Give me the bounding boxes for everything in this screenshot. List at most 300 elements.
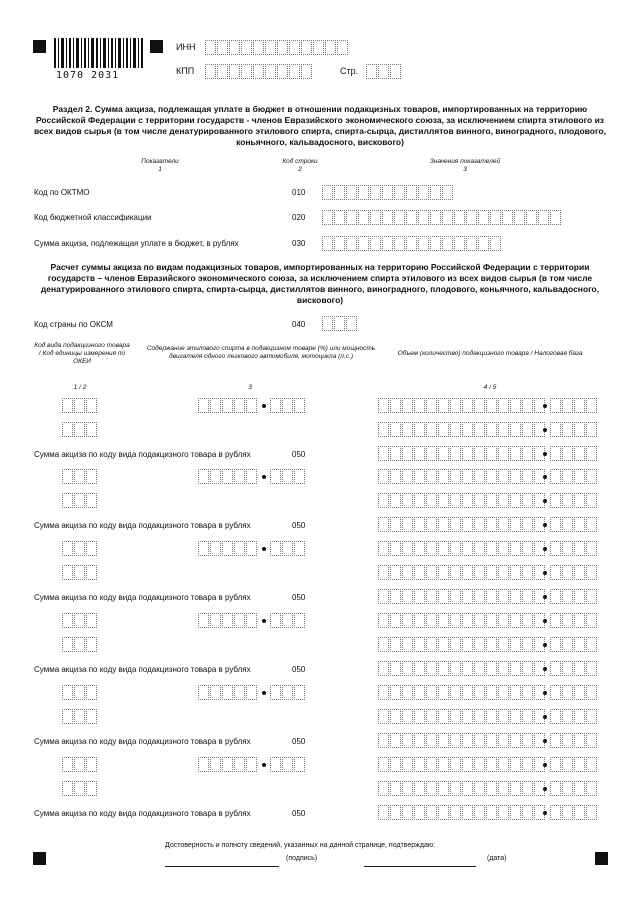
volume-integer-field[interactable] xyxy=(378,733,546,748)
entry-cell[interactable] xyxy=(378,733,389,748)
entry-cell[interactable] xyxy=(490,236,501,251)
entry-cell[interactable] xyxy=(62,613,73,628)
entry-cell[interactable] xyxy=(522,733,533,748)
entry-cell[interactable] xyxy=(366,64,377,79)
entry-cell[interactable] xyxy=(390,709,401,724)
product-code-field[interactable] xyxy=(62,757,98,772)
entry-cell[interactable] xyxy=(522,661,533,676)
entry-cell[interactable] xyxy=(586,446,597,461)
entry-cell[interactable] xyxy=(450,469,461,484)
volume-integer-field[interactable] xyxy=(378,589,546,604)
entry-cell[interactable] xyxy=(550,613,561,628)
entry-cell[interactable] xyxy=(462,493,473,508)
entry-cell[interactable] xyxy=(426,493,437,508)
signature-line[interactable] xyxy=(165,866,279,867)
entry-cell[interactable] xyxy=(462,469,473,484)
entry-cell[interactable] xyxy=(478,236,489,251)
volume-integer-field[interactable] xyxy=(378,685,546,700)
entry-cell[interactable] xyxy=(402,446,413,461)
entry-cell[interactable] xyxy=(510,422,521,437)
entry-cell[interactable] xyxy=(438,469,449,484)
entry-cell[interactable] xyxy=(265,64,276,79)
volume-fraction-field[interactable] xyxy=(550,422,598,437)
entry-cell[interactable] xyxy=(498,685,509,700)
entry-cell[interactable] xyxy=(510,613,521,628)
entry-cell[interactable] xyxy=(486,733,497,748)
entry-cell[interactable] xyxy=(526,210,537,225)
entry-cell[interactable] xyxy=(74,637,85,652)
entry-cell[interactable] xyxy=(370,210,381,225)
entry-cell[interactable] xyxy=(450,541,461,556)
entry-cell[interactable] xyxy=(378,517,389,532)
entry-cell[interactable] xyxy=(486,613,497,628)
volume-integer-field[interactable] xyxy=(378,517,546,532)
entry-cell[interactable] xyxy=(390,805,401,820)
product-code-field[interactable] xyxy=(62,469,98,484)
entry-cell[interactable] xyxy=(522,589,533,604)
entry-cell[interactable] xyxy=(438,398,449,413)
entry-cell[interactable] xyxy=(346,185,357,200)
entry-cell[interactable] xyxy=(289,40,300,55)
entry-cell[interactable] xyxy=(462,781,473,796)
entry-cell[interactable] xyxy=(466,210,477,225)
entry-cell[interactable] xyxy=(414,422,425,437)
entry-cell[interactable] xyxy=(426,589,437,604)
entry-cell[interactable] xyxy=(450,565,461,580)
entry-cell[interactable] xyxy=(390,469,401,484)
entry-cell[interactable] xyxy=(378,422,389,437)
product-code-field[interactable] xyxy=(62,685,98,700)
entry-cell[interactable] xyxy=(522,493,533,508)
entry-cell[interactable] xyxy=(522,541,533,556)
entry-cell[interactable] xyxy=(334,185,345,200)
entry-cell[interactable] xyxy=(62,685,73,700)
entry-cell[interactable] xyxy=(586,733,597,748)
entry-cell[interactable] xyxy=(282,613,293,628)
entry-cell[interactable] xyxy=(486,589,497,604)
entry-cell[interactable] xyxy=(486,661,497,676)
entry-cell[interactable] xyxy=(378,613,389,628)
volume-fraction-field[interactable] xyxy=(550,469,598,484)
entry-cell[interactable] xyxy=(522,805,533,820)
entry-cell[interactable] xyxy=(486,805,497,820)
entry-cell[interactable] xyxy=(402,422,413,437)
entry-cell[interactable] xyxy=(502,210,513,225)
entry-cell[interactable] xyxy=(462,757,473,772)
unit-code-field[interactable] xyxy=(62,493,98,508)
entry-cell[interactable] xyxy=(510,517,521,532)
entry-cell[interactable] xyxy=(562,422,573,437)
entry-cell[interactable] xyxy=(210,613,221,628)
entry-cell[interactable] xyxy=(402,661,413,676)
entry-cell[interactable] xyxy=(402,565,413,580)
unit-code-field[interactable] xyxy=(62,637,98,652)
entry-cell[interactable] xyxy=(378,805,389,820)
entry-cell[interactable] xyxy=(426,733,437,748)
entry-cell[interactable] xyxy=(486,565,497,580)
entry-cell[interactable] xyxy=(294,398,305,413)
entry-cell[interactable] xyxy=(62,493,73,508)
entry-cell[interactable] xyxy=(205,40,216,55)
entry-cell[interactable] xyxy=(550,446,561,461)
entry-cell[interactable] xyxy=(246,469,257,484)
entry-cell[interactable] xyxy=(510,685,521,700)
entry-cell[interactable] xyxy=(86,541,97,556)
entry-cell[interactable] xyxy=(241,64,252,79)
entry-cell[interactable] xyxy=(474,757,485,772)
entry-cell[interactable] xyxy=(74,493,85,508)
entry-cell[interactable] xyxy=(498,565,509,580)
entry-cell[interactable] xyxy=(562,589,573,604)
entry-cell[interactable] xyxy=(574,613,585,628)
entry-cell[interactable] xyxy=(550,781,561,796)
entry-cell[interactable] xyxy=(402,613,413,628)
entry-cell[interactable] xyxy=(450,398,461,413)
entry-cell[interactable] xyxy=(462,446,473,461)
entry-cell[interactable] xyxy=(450,661,461,676)
volume-fraction-field[interactable] xyxy=(550,637,598,652)
entry-cell[interactable] xyxy=(510,661,521,676)
entry-cell[interactable] xyxy=(390,422,401,437)
entry-cell[interactable] xyxy=(402,757,413,772)
entry-cell[interactable] xyxy=(378,709,389,724)
entry-cell[interactable] xyxy=(522,446,533,461)
entry-cell[interactable] xyxy=(562,541,573,556)
entry-cell[interactable] xyxy=(486,541,497,556)
entry-cell[interactable] xyxy=(334,316,345,331)
entry-cell[interactable] xyxy=(414,757,425,772)
entry-cell[interactable] xyxy=(74,757,85,772)
entry-cell[interactable] xyxy=(322,236,333,251)
entry-cell[interactable] xyxy=(462,613,473,628)
entry-cell[interactable] xyxy=(334,210,345,225)
entry-cell[interactable] xyxy=(474,733,485,748)
entry-cell[interactable] xyxy=(498,637,509,652)
entry-cell[interactable] xyxy=(474,637,485,652)
entry-cell[interactable] xyxy=(346,210,357,225)
entry-cell[interactable] xyxy=(486,398,497,413)
entry-cell[interactable] xyxy=(430,210,441,225)
entry-cell[interactable] xyxy=(217,40,228,55)
entry-cell[interactable] xyxy=(270,757,281,772)
entry-cell[interactable] xyxy=(574,565,585,580)
entry-cell[interactable] xyxy=(322,316,333,331)
entry-cell[interactable] xyxy=(62,469,73,484)
entry-cell[interactable] xyxy=(510,805,521,820)
entry-cell[interactable] xyxy=(402,589,413,604)
entry-cell[interactable] xyxy=(234,685,245,700)
entry-cell[interactable] xyxy=(462,541,473,556)
entry-cell[interactable] xyxy=(474,709,485,724)
entry-cell[interactable] xyxy=(402,781,413,796)
entry-cell[interactable] xyxy=(62,398,73,413)
entry-cell[interactable] xyxy=(74,781,85,796)
entry-cell[interactable] xyxy=(418,210,429,225)
entry-cell[interactable] xyxy=(442,236,453,251)
entry-cell[interactable] xyxy=(586,469,597,484)
entry-cell[interactable] xyxy=(74,613,85,628)
entry-cell[interactable] xyxy=(74,685,85,700)
entry-cell[interactable] xyxy=(574,637,585,652)
entry-cell[interactable] xyxy=(562,469,573,484)
entry-cell[interactable] xyxy=(289,64,300,79)
volume-fraction-field[interactable] xyxy=(550,446,598,461)
entry-cell[interactable] xyxy=(86,613,97,628)
entry-cell[interactable] xyxy=(246,757,257,772)
entry-cell[interactable] xyxy=(498,469,509,484)
entry-cell[interactable] xyxy=(510,757,521,772)
entry-cell[interactable] xyxy=(510,637,521,652)
entry-cell[interactable] xyxy=(522,757,533,772)
entry-cell[interactable] xyxy=(378,757,389,772)
entry-cell[interactable] xyxy=(574,446,585,461)
entry-cell[interactable] xyxy=(574,661,585,676)
entry-cell[interactable] xyxy=(253,40,264,55)
entry-cell[interactable] xyxy=(265,40,276,55)
entry-cell[interactable] xyxy=(450,493,461,508)
entry-cell[interactable] xyxy=(426,661,437,676)
entry-cell[interactable] xyxy=(498,541,509,556)
date-line[interactable] xyxy=(364,866,476,867)
entry-cell[interactable] xyxy=(86,781,97,796)
entry-cell[interactable] xyxy=(498,781,509,796)
entry-cell[interactable] xyxy=(450,613,461,628)
entry-cell[interactable] xyxy=(562,685,573,700)
entry-cell[interactable] xyxy=(586,637,597,652)
product-code-field[interactable] xyxy=(62,613,98,628)
entry-cell[interactable] xyxy=(510,709,521,724)
entry-cell[interactable] xyxy=(498,661,509,676)
entry-cell[interactable] xyxy=(574,422,585,437)
entry-cell[interactable] xyxy=(313,40,324,55)
entry-cell[interactable] xyxy=(270,469,281,484)
entry-cell[interactable] xyxy=(438,733,449,748)
entry-cell[interactable] xyxy=(414,661,425,676)
entry-cell[interactable] xyxy=(74,709,85,724)
entry-cell[interactable] xyxy=(198,541,209,556)
entry-cell[interactable] xyxy=(510,541,521,556)
entry-cell[interactable] xyxy=(486,493,497,508)
entry-cell[interactable] xyxy=(538,210,549,225)
entry-cell[interactable] xyxy=(402,398,413,413)
volume-fraction-field[interactable] xyxy=(550,685,598,700)
entry-cell[interactable] xyxy=(74,565,85,580)
entry-cell[interactable] xyxy=(378,469,389,484)
entry-cell[interactable] xyxy=(562,733,573,748)
entry-cell[interactable] xyxy=(438,446,449,461)
volume-fraction-field[interactable] xyxy=(550,709,598,724)
alcohol-fraction-field[interactable] xyxy=(270,757,306,772)
entry-cell[interactable] xyxy=(450,446,461,461)
entry-cell[interactable] xyxy=(210,469,221,484)
entry-cell[interactable] xyxy=(229,40,240,55)
entry-cell[interactable] xyxy=(62,565,73,580)
entry-cell[interactable] xyxy=(498,446,509,461)
volume-fraction-field[interactable] xyxy=(550,805,598,820)
entry-cell[interactable] xyxy=(198,613,209,628)
alcohol-integer-field[interactable] xyxy=(198,541,258,556)
volume-fraction-field[interactable] xyxy=(550,398,598,413)
unit-code-field[interactable] xyxy=(62,709,98,724)
sum-field[interactable] xyxy=(322,236,502,251)
entry-cell[interactable] xyxy=(390,757,401,772)
entry-cell[interactable] xyxy=(574,398,585,413)
entry-cell[interactable] xyxy=(522,613,533,628)
product-code-field[interactable] xyxy=(62,398,98,413)
entry-cell[interactable] xyxy=(402,709,413,724)
entry-cell[interactable] xyxy=(474,685,485,700)
entry-cell[interactable] xyxy=(562,565,573,580)
volume-integer-field[interactable] xyxy=(378,805,546,820)
entry-cell[interactable] xyxy=(402,493,413,508)
entry-cell[interactable] xyxy=(550,517,561,532)
entry-cell[interactable] xyxy=(550,422,561,437)
entry-cell[interactable] xyxy=(382,236,393,251)
entry-cell[interactable] xyxy=(234,398,245,413)
entry-cell[interactable] xyxy=(414,733,425,748)
volume-fraction-field[interactable] xyxy=(550,589,598,604)
entry-cell[interactable] xyxy=(253,64,264,79)
entry-cell[interactable] xyxy=(390,517,401,532)
entry-cell[interactable] xyxy=(378,661,389,676)
entry-cell[interactable] xyxy=(358,185,369,200)
entry-cell[interactable] xyxy=(522,781,533,796)
entry-cell[interactable] xyxy=(414,565,425,580)
entry-cell[interactable] xyxy=(438,565,449,580)
entry-cell[interactable] xyxy=(438,661,449,676)
entry-cell[interactable] xyxy=(378,398,389,413)
volume-fraction-field[interactable] xyxy=(550,613,598,628)
volume-integer-field[interactable] xyxy=(378,541,546,556)
entry-cell[interactable] xyxy=(210,541,221,556)
entry-cell[interactable] xyxy=(378,64,389,79)
entry-cell[interactable] xyxy=(282,757,293,772)
entry-cell[interactable] xyxy=(586,422,597,437)
entry-cell[interactable] xyxy=(358,236,369,251)
entry-cell[interactable] xyxy=(586,398,597,413)
entry-cell[interactable] xyxy=(486,422,497,437)
entry-cell[interactable] xyxy=(498,422,509,437)
entry-cell[interactable] xyxy=(550,541,561,556)
entry-cell[interactable] xyxy=(562,398,573,413)
volume-integer-field[interactable] xyxy=(378,613,546,628)
entry-cell[interactable] xyxy=(426,422,437,437)
entry-cell[interactable] xyxy=(426,541,437,556)
entry-cell[interactable] xyxy=(486,781,497,796)
entry-cell[interactable] xyxy=(74,398,85,413)
entry-cell[interactable] xyxy=(586,805,597,820)
entry-cell[interactable] xyxy=(294,757,305,772)
entry-cell[interactable] xyxy=(414,589,425,604)
entry-cell[interactable] xyxy=(74,541,85,556)
entry-cell[interactable] xyxy=(234,757,245,772)
entry-cell[interactable] xyxy=(462,517,473,532)
entry-cell[interactable] xyxy=(486,517,497,532)
entry-cell[interactable] xyxy=(586,709,597,724)
entry-cell[interactable] xyxy=(442,210,453,225)
entry-cell[interactable] xyxy=(277,64,288,79)
entry-cell[interactable] xyxy=(522,685,533,700)
entry-cell[interactable] xyxy=(438,781,449,796)
entry-cell[interactable] xyxy=(550,637,561,652)
entry-cell[interactable] xyxy=(562,613,573,628)
entry-cell[interactable] xyxy=(210,685,221,700)
entry-cell[interactable] xyxy=(390,685,401,700)
entry-cell[interactable] xyxy=(586,517,597,532)
entry-cell[interactable] xyxy=(474,613,485,628)
entry-cell[interactable] xyxy=(402,541,413,556)
entry-cell[interactable] xyxy=(322,185,333,200)
entry-cell[interactable] xyxy=(402,637,413,652)
volume-integer-field[interactable] xyxy=(378,493,546,508)
entry-cell[interactable] xyxy=(282,685,293,700)
entry-cell[interactable] xyxy=(510,398,521,413)
entry-cell[interactable] xyxy=(270,541,281,556)
entry-cell[interactable] xyxy=(550,661,561,676)
entry-cell[interactable] xyxy=(325,40,336,55)
entry-cell[interactable] xyxy=(498,493,509,508)
entry-cell[interactable] xyxy=(378,637,389,652)
entry-cell[interactable] xyxy=(550,805,561,820)
volume-integer-field[interactable] xyxy=(378,398,546,413)
entry-cell[interactable] xyxy=(294,469,305,484)
entry-cell[interactable] xyxy=(282,469,293,484)
entry-cell[interactable] xyxy=(378,446,389,461)
entry-cell[interactable] xyxy=(418,236,429,251)
entry-cell[interactable] xyxy=(522,517,533,532)
entry-cell[interactable] xyxy=(438,541,449,556)
volume-integer-field[interactable] xyxy=(378,781,546,796)
entry-cell[interactable] xyxy=(462,589,473,604)
entry-cell[interactable] xyxy=(474,446,485,461)
entry-cell[interactable] xyxy=(462,709,473,724)
entry-cell[interactable] xyxy=(378,565,389,580)
entry-cell[interactable] xyxy=(426,446,437,461)
entry-cell[interactable] xyxy=(426,398,437,413)
entry-cell[interactable] xyxy=(414,398,425,413)
entry-cell[interactable] xyxy=(394,185,405,200)
entry-cell[interactable] xyxy=(574,541,585,556)
entry-cell[interactable] xyxy=(450,637,461,652)
entry-cell[interactable] xyxy=(86,757,97,772)
entry-cell[interactable] xyxy=(462,685,473,700)
entry-cell[interactable] xyxy=(486,637,497,652)
entry-cell[interactable] xyxy=(390,733,401,748)
entry-cell[interactable] xyxy=(586,661,597,676)
entry-cell[interactable] xyxy=(402,805,413,820)
country-field[interactable] xyxy=(322,316,358,331)
unit-code-field[interactable] xyxy=(62,781,98,796)
entry-cell[interactable] xyxy=(358,210,369,225)
entry-cell[interactable] xyxy=(486,469,497,484)
entry-cell[interactable] xyxy=(522,709,533,724)
entry-cell[interactable] xyxy=(414,446,425,461)
entry-cell[interactable] xyxy=(426,781,437,796)
entry-cell[interactable] xyxy=(390,637,401,652)
entry-cell[interactable] xyxy=(426,757,437,772)
volume-fraction-field[interactable] xyxy=(550,781,598,796)
entry-cell[interactable] xyxy=(574,493,585,508)
entry-cell[interactable] xyxy=(418,185,429,200)
entry-cell[interactable] xyxy=(474,565,485,580)
entry-cell[interactable] xyxy=(294,685,305,700)
entry-cell[interactable] xyxy=(222,613,233,628)
entry-cell[interactable] xyxy=(574,733,585,748)
entry-cell[interactable] xyxy=(426,805,437,820)
entry-cell[interactable] xyxy=(270,685,281,700)
entry-cell[interactable] xyxy=(301,40,312,55)
entry-cell[interactable] xyxy=(474,398,485,413)
